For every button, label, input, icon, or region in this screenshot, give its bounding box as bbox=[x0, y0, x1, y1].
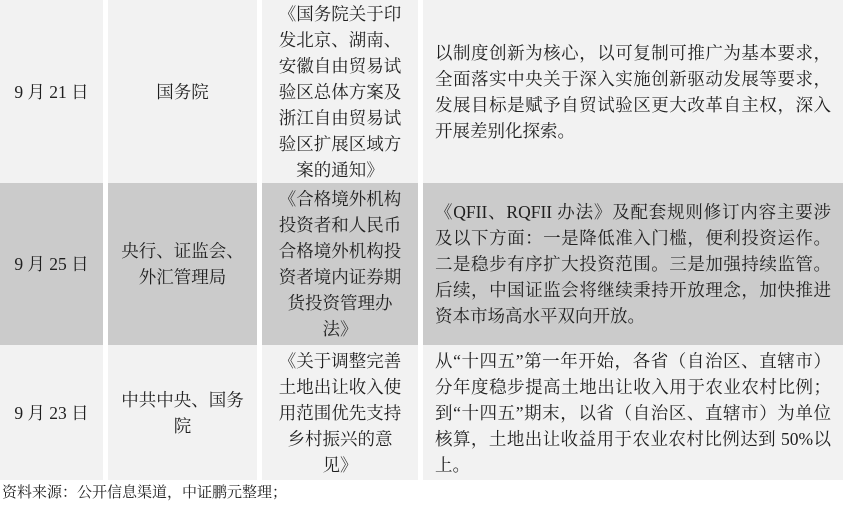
issuer-text: 国务院 bbox=[156, 81, 209, 102]
summary-text: 《QFII、RQFII 办法》及配套规则修订内容主要涉及以下方面：一是降低准入门槛，便利投资运作。二是稳步有序扩大投资范围。三是加强持续监管。后续，中国证监会将继续秉持开放理念，加快推进资本市场高水平双向开放。 bbox=[435, 202, 831, 326]
issuer-text: 中共中央、国务院 bbox=[121, 389, 244, 436]
table-cell-summary bbox=[423, 0, 843, 183]
issuer-text: 央行、证监会、外汇管理局 bbox=[121, 241, 244, 287]
source-note: 资料来源：公开信息渠道，中证鹏元整理； bbox=[2, 485, 288, 501]
document-title-text: 《合格境外机构投资者和人民币合格境外机构投资者境内证券期货投资管理办法》 bbox=[278, 189, 402, 339]
date-text: 9 月 23 日 bbox=[14, 402, 89, 423]
table-cell-date bbox=[0, 345, 103, 480]
document-title-text: 《关于调整完善土地出让收入使用范围优先支持乡村振兴的意见》 bbox=[278, 350, 402, 475]
table-cell-date bbox=[0, 183, 103, 345]
table-cell-summary bbox=[423, 183, 843, 345]
table-cell-document bbox=[262, 345, 418, 480]
summary-text: 从“十四五”第一年开始，各省（自治区、直辖市）分年度稳步提高土地出让收入用于农业农村比例；到“十四五”期末，以省（自治区、直辖市）为单位核算，土地出让收益用于农业农村比例达到 50%以上。 bbox=[435, 350, 831, 475]
document-title-text: 《国务院关于印发北京、湖南、安徽自由贸易试验区总体方案及浙江自由贸易试验区扩展区域方案的通知》 bbox=[278, 3, 402, 180]
date-text: 9 月 21 日 bbox=[14, 81, 89, 102]
table-cell-issuer bbox=[108, 345, 257, 480]
date-text: 9 月 25 日 bbox=[14, 254, 89, 274]
table-cell-issuer bbox=[108, 183, 257, 345]
table-cell-issuer bbox=[108, 0, 257, 183]
table-cell-summary bbox=[423, 345, 843, 480]
summary-text: 以制度创新为核心，以可复制可推广为基本要求，全面落实中央关于深入实施创新驱动发展等要求，发展目标是赋予自贸试验区更大改革自主权，深入开展差别化探索。 bbox=[435, 42, 831, 141]
table-cell-document bbox=[262, 183, 418, 345]
table-cell-date bbox=[0, 0, 103, 183]
table-cell-document bbox=[262, 0, 418, 183]
